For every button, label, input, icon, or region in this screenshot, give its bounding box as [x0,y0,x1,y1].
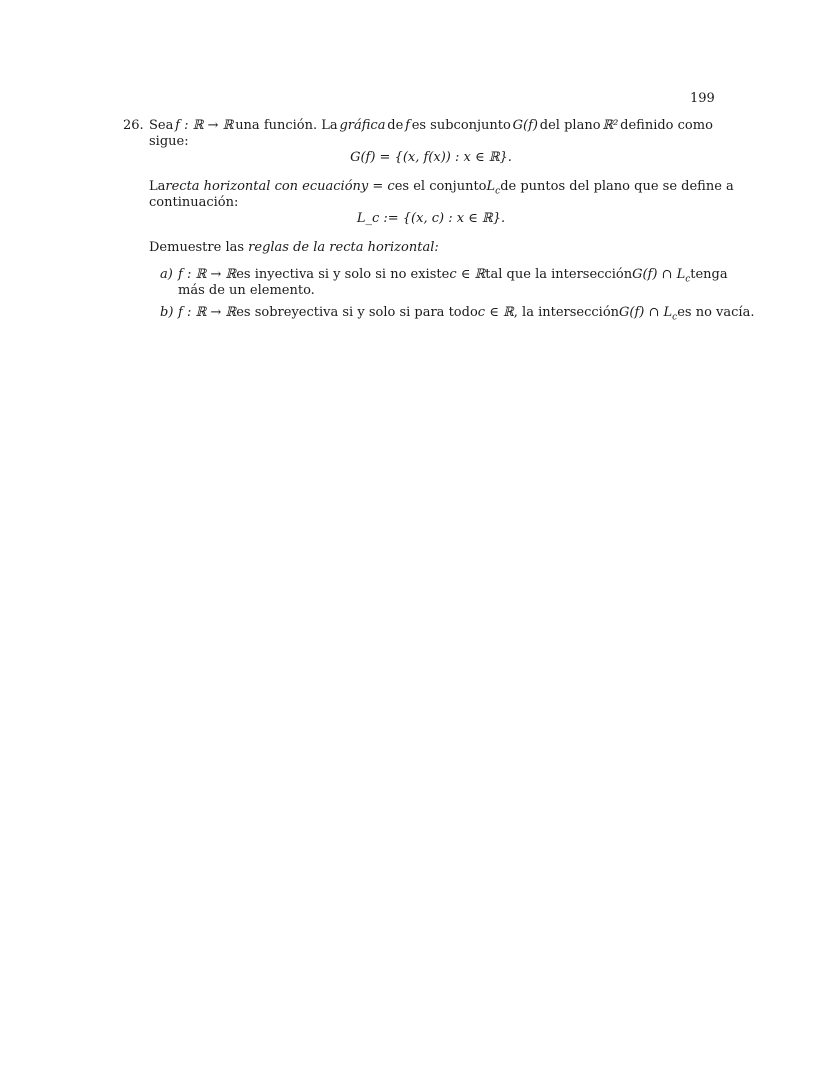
item-a-math-c-in-r: c ∈ ℝ [449,267,486,282]
item-a-math-sub: c [685,274,691,285]
item-b-text-interseccion: , la intersección [513,305,620,320]
item-a-text-interseccion: tal que la intersección [485,267,633,282]
item-a-text-inyectiva: es inyectiva si y solo si no existe [236,267,450,282]
para2-math-l: L [486,179,496,194]
para2-line2: continuación: [149,195,239,210]
item-b-math-intersection [619,305,677,326]
graph-equation: G(f) = {(x, f(x)) : x ∈ ℝ}. [350,150,512,165]
para2-math-lc-sub: c [495,186,501,197]
item-b-label: b) [160,305,174,320]
intro-math-gf: G(f) [512,118,538,133]
item-a-math-gf-lc: G(f) ∩ L [632,267,686,282]
para2-text-la: La [149,179,166,194]
intro-math-f-map: f : ℝ → ℝ [175,118,234,133]
intro-text-definido: definido como [620,118,713,133]
para2-text-puntos: de puntos del plano que se define a [500,179,734,194]
item-b-math-gf-lc: G(f) ∩ L [619,305,673,320]
para2-math-y-eq-c: y = c [360,179,395,194]
exercise-number: 26. [123,118,144,133]
item-b-line1 [178,305,755,326]
prove-text: Demuestre las [149,240,249,255]
item-b-math-f-map: f : ℝ → ℝ [178,305,237,320]
intro-text-de: de [387,118,404,133]
item-a-line2: más de un elemento. [178,283,315,298]
exercise-intro-line2: sigue: [149,134,189,149]
item-a-label: a) [160,267,173,282]
intro-math-r2: ℝ² [602,118,619,133]
prove-statement [149,240,439,255]
item-b-math-c-in-r: c ∈ ℝ [477,305,514,320]
intro-text-subconjunto: es subconjunto [411,118,511,133]
para2-emph-recta: recta horizontal con ecuación [165,179,361,194]
line-equation: L_c := {(x, c) : x ∈ ℝ}. [356,211,506,226]
exercise-intro-line1 [149,118,713,133]
intro-text-del-plano: del plano [539,118,601,133]
intro-emph-grafica: gráfica [339,118,386,133]
item-a-math-f-map: f : ℝ → ℝ [178,267,237,282]
intro-text-sea: Sea [149,118,174,133]
item-b-text-sobreyectiva: es sobreyectiva si y solo si para todo [236,305,478,320]
prove-emph: reglas de la recta horizontal: [248,240,439,255]
intro-math-f: f [405,118,410,133]
para2-text-conjunto: es el conjunto [394,179,487,194]
page-number: 199 [690,91,715,106]
item-b-math-sub: c [672,312,678,323]
item-a-math-intersection [632,267,690,288]
para2-math-lc [487,179,501,200]
intro-text-una-funcion: una función. La [235,118,338,133]
item-a-text-tenga: tenga [690,267,728,282]
item-b-text-no-vacia: es no vacía. [677,305,755,320]
